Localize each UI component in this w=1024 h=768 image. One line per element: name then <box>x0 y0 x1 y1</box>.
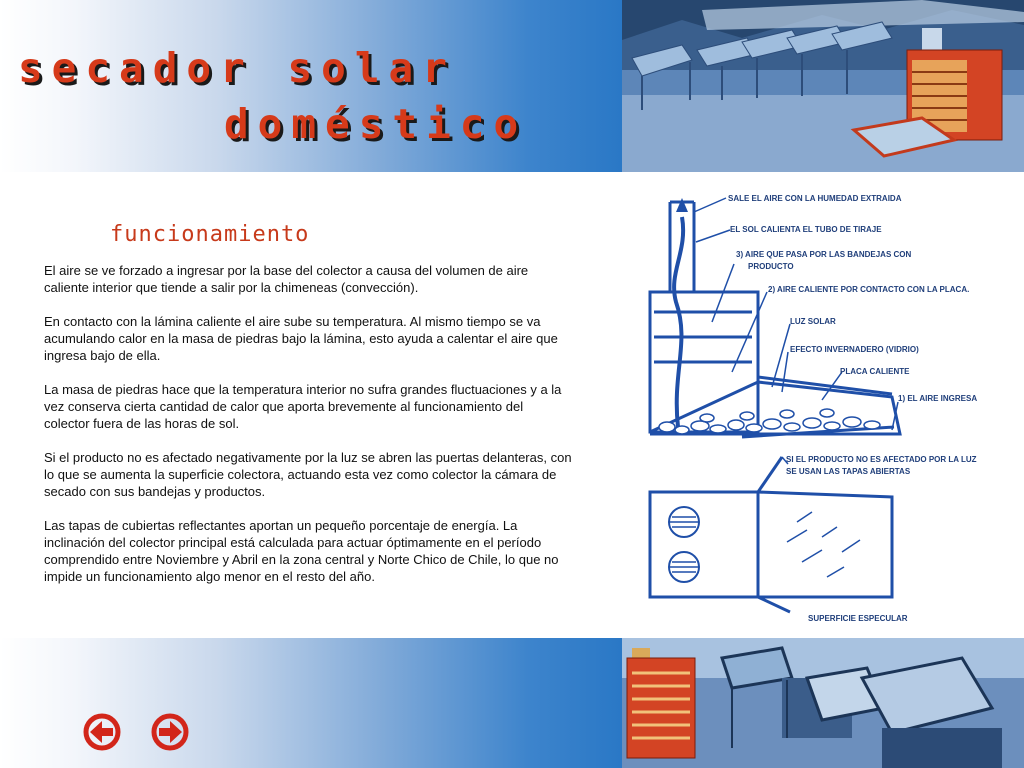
prev-button[interactable] <box>82 712 122 752</box>
paragraph-3: La masa de piedras hace que la temperatura interior no sufra grandes fluctuaciones y a la vez conserva cierta cantidad de calor que aporta brevemente al funcionamiento del colector fuera de las horas de sol. <box>44 382 562 431</box>
label-specular: SUPERFICIE ESPECULAR <box>808 614 908 623</box>
page-title-line1: secador solar <box>18 44 456 92</box>
next-button[interactable] <box>150 712 190 752</box>
photo-outdoor-dryers <box>622 0 1024 172</box>
label-hot-air: 2) AIRE CALIENTE POR CONTACTO CON LA PLACA. <box>768 285 970 294</box>
body-text <box>44 262 572 602</box>
label-air-out: SALE EL AIRE CON LA HUMEDAD EXTRAIDA <box>728 194 902 203</box>
label-sunlight: LUZ SOLAR <box>790 317 836 326</box>
label-sun-heats: EL SOL CALIENTA EL TUBO DE TIRAJE <box>730 225 882 234</box>
label-air-trays-1: 3) AIRE QUE PASA POR LAS BANDEJAS CON <box>736 250 912 259</box>
arrow-left-icon <box>82 712 122 752</box>
paragraph-2: En contacto con la lámina caliente el aire sube su temperatura. Al mismo tiempo se va acumulando calor en la masa de piedras bajo la lámina, esto ayuda a calentar el aire que ingresa bajo de ella. <box>44 314 558 363</box>
page-title-line2: doméstico <box>224 100 528 148</box>
photo-indoor-dryers <box>622 638 1024 768</box>
paragraph-1: El aire se ve forzado a ingresar por la base del colector a causa del volumen de aire caliente interior que tiende a salir por la chimeneas (convección). <box>44 263 529 295</box>
paragraph-5: Las tapas de cubiertas reflectantes aportan un pequeño porcentaje de energía. La inclinación del colector principal está calculada para actuar óptimamente en el período comprendido entre Noviembre y Abril en la zona central y Norte Chico de Chile, lo que no impide un funcionamiento algo menor en el resto del año. <box>44 518 559 584</box>
label-product-light-2: SE USAN LAS TAPAS ABIERTAS <box>786 467 911 476</box>
label-air-trays-2: PRODUCTO <box>748 262 794 271</box>
label-product-light-1: SI EL PRODUCTO NO ES AFECTADO POR LA LUZ <box>786 455 977 464</box>
section-heading: funcionamiento <box>110 222 310 247</box>
arrow-right-icon <box>150 712 190 752</box>
label-greenhouse: EFECTO INVERNADERO (VIDRIO) <box>790 345 919 354</box>
dryer-diagram <box>622 172 1024 638</box>
label-air-in: 1) EL AIRE INGRESA <box>898 394 978 403</box>
label-hot-plate: PLACA CALIENTE <box>840 367 910 376</box>
paragraph-4: Si el producto no es afectado negativamente por la luz se abren las puertas delanteras, con lo que se aumenta la superficie colectora, actuando esta vez como colector la cámara de secado con sus bandejas y productos. <box>44 450 572 499</box>
